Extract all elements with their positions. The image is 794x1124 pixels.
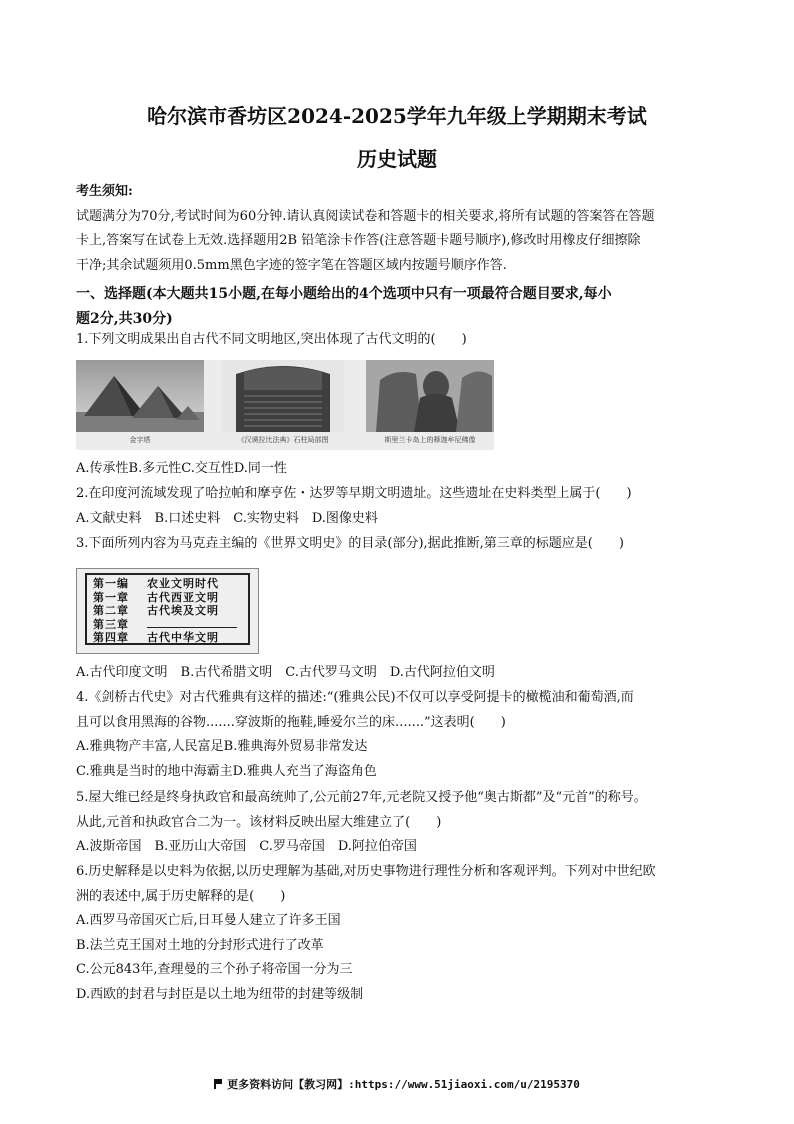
options-line: A.西罗马帝国灭亡后,日耳曼人建立了许多王国 (76, 913, 341, 928)
toc-row (93, 604, 242, 618)
toc-value: 古代西亚文明 (147, 590, 219, 604)
section-heading (76, 282, 718, 332)
options-line: D.西欧的封君与封臣是以土地为纽带的封建等级制 (76, 986, 364, 1002)
options-line: B.法兰克王国对土地的分封形式进行了改革 (76, 937, 324, 953)
question-text: 2.在印度河流域发现了哈拉帕和摩亨佐・达罗等早期文明遗址。这些遗址在史料类型上属于( ) (76, 486, 632, 501)
options-line: A.文献史料 B.口述史料 C.实物史料 D.图像史料 (76, 510, 378, 526)
image-caption: 《汉谟拉比法典》石柱局部图 (237, 436, 329, 444)
notice-line: 干净;其余试题须用0.5mm黑色字迹的签字笔在答题区域内按题号顺序作答. (76, 257, 507, 273)
stele-photo (222, 360, 344, 432)
options-line: A.传承性B.多元性C.交互性D.同一性 (76, 461, 287, 476)
notice-block (76, 180, 718, 278)
toc-row (93, 577, 242, 591)
toc-key: 第二章 (93, 604, 129, 617)
question-3-stem (76, 532, 718, 557)
toc-row (93, 591, 242, 605)
toc-row (93, 631, 242, 645)
image-caption: 金字塔 (129, 436, 151, 444)
pyramid-photo (76, 360, 204, 432)
notice-line: 卡上,答案写在试卷上无效.选择题用2B 铅笔涂卡作答(注意答题卡题号顺序),修改时用橡皮仔细擦除 (76, 233, 641, 248)
notice-line: 试题满分为70分,考试时间为60分钟.请认真阅读试卷和答题卡的相关要求,将所有试题的答案答在答题 (76, 208, 655, 224)
table-of-contents-image (76, 568, 259, 654)
toc-row (93, 618, 242, 632)
options-line: A.雅典物产丰富,人民富足B.雅典海外贸易非常发达 (76, 739, 368, 754)
toc-key: 第三章 (93, 617, 129, 631)
blank-line (147, 618, 237, 628)
question-1-images (76, 360, 494, 450)
options-line: A.古代印度文明 B.古代希腊文明 C.古代罗马文明 D.古代阿拉伯文明 (76, 665, 495, 680)
section-heading-line: 题2分,共30分) (76, 311, 173, 327)
question-1-options (76, 457, 718, 482)
flag-icon (214, 1079, 222, 1089)
toc-key: 第一章 (93, 590, 129, 604)
question-3-options (76, 661, 718, 686)
options-line: A.波斯帝国 B.亚历山大帝国 C.罗马帝国 D.阿拉伯帝国 (76, 839, 417, 854)
question-6 (76, 860, 718, 1007)
question-text: 1.下列文明成果出自古代不同文明地区,突出体现了古代文明的( ) (76, 332, 467, 347)
question-text: 5.屋大维已经是终身执政官和最高统帅了,公元前27年,元老院又授予他“奥古斯都”及“元首”的称号。 (76, 790, 647, 805)
question-text: 6.历史解释是以史料为依据,以历史理解为基础,对历史事物进行理性分析和客观评判。下列对中世纪欧 (76, 864, 656, 879)
options-line: C.雅典是当时的地中海霸主D.雅典人充当了海盗角色 (76, 763, 377, 779)
toc-key: 第四章 (93, 631, 129, 644)
options-line: C.公元843年,查理曼的三个孙子将帝国一分为三 (76, 962, 353, 977)
question-text: 4.《剑桥古代史》对古代雅典有这样的描述:“(雅典公民)不仅可以享受阿提卡的橄榄油和葡萄酒,而 (76, 690, 634, 705)
footer-link[interactable]: 更多资料访问【教习网】:https://www.51jiaoxi.com/u/2195370 (227, 1078, 580, 1091)
question-text: 且可以食用黑海的谷物.......穿波斯的拖鞋,睡爱尔兰的床.......”这表明( ) (76, 714, 506, 730)
footer (0, 1076, 794, 1092)
toc-value: 古代埃及文明 (147, 604, 219, 617)
toc-key: 第一编 (93, 577, 129, 590)
section-heading-line: 一、选择题(本大题共15小题,在每小题给出的4个选项中只有一项最符合题目要求,每小 (76, 286, 612, 302)
image-caption: 斯里兰卡岛上的释迦牟尼佛像 (384, 436, 476, 444)
notice-heading: 考生须知: (76, 184, 133, 199)
toc-value: 古代中华文明 (147, 631, 219, 644)
exam-subtitle: 历史试题 (357, 147, 437, 171)
question-4 (76, 686, 718, 784)
question-2 (76, 482, 718, 531)
question-1-stem (76, 328, 718, 353)
question-text: 洲的表述中,属于历史解释的是( ) (76, 888, 286, 904)
question-text: 3.下面所列内容为马克垚主编的《世界文明史》的目录(部分),据此推断,第三章的标题应是( ) (76, 536, 624, 551)
buddha-statue-photo (366, 360, 494, 432)
exam-title: 哈尔滨市香坊区2024-2025学年九年级上学期期末考试 (147, 104, 647, 128)
toc-value: 农业文明时代 (147, 577, 219, 590)
question-text: 从此,元首和执政官合二为一。该材料反映出屋大维建立了( ) (76, 814, 442, 830)
question-5 (76, 786, 718, 860)
